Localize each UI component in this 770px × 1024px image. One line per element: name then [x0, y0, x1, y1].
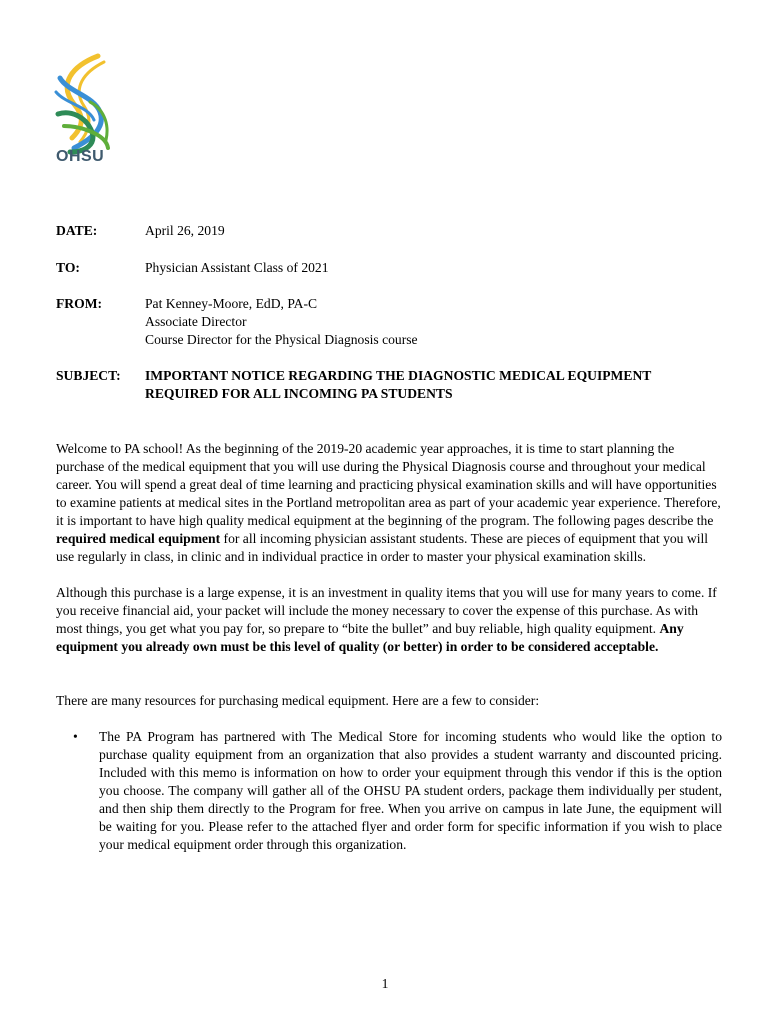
subject-label: SUBJECT:: [56, 368, 121, 383]
paragraph-welcome: [56, 440, 722, 566]
bullet-icon: •: [73, 729, 78, 744]
from-line-name: Pat Kenney-Moore, EdD, PA-C: [145, 296, 318, 311]
date-row: [56, 222, 726, 259]
from-value: [145, 295, 726, 367]
from-label: FROM:: [56, 296, 103, 311]
subject-row: [56, 367, 726, 403]
memo-body: [56, 440, 722, 854]
logo-wordmark: OHSU: [56, 148, 105, 165]
from-line-title: Associate Director: [145, 314, 247, 329]
resource-list: [56, 728, 722, 854]
to-value: Physician Assistant Class of 2021: [145, 260, 329, 275]
list-item: [56, 728, 722, 854]
paragraph-expense-bold: Any equipment you already own must be this level of quality (or better) in order to be considered acceptable.: [56, 621, 684, 654]
subject-value: [145, 367, 726, 403]
from-row: [56, 295, 726, 367]
paragraph-welcome-bold: required medical equipment: [56, 531, 221, 546]
paragraph-expense: [56, 584, 722, 656]
date-value: April 26, 2019: [145, 223, 225, 238]
paragraph-welcome-part-2: for all incoming physician assistant students. These are pieces of equipment that you will use regularly in class, in clinic and in individual practice in order to master your physical examination skills.: [56, 531, 709, 564]
subject-line-2: REQUIRED FOR ALL INCOMING PA STUDENTS: [145, 386, 453, 401]
paragraph-resources: There are many resources for purchasing medical equipment. Here are a few to consider:: [56, 693, 540, 708]
to-row: [56, 259, 726, 295]
memo-header: [56, 222, 726, 403]
paragraph-welcome-part-1: Welcome to PA school! As the beginning of the 2019-20 academic year approaches, it is time to start planning the purchase of the medical equipment that you will use during the Physical Diagnosis course and throughout your medical career. You will spend a great deal of time learning and practicing physical examination skills and will have opportunities to examine patients at medical sites in the Portland metropolitan area as part of your academic year experience. Therefore, it is important to have high quality medical equipment at the beginning of the program. The following pages describe the: [56, 441, 721, 528]
subject-line-1: IMPORTANT NOTICE REGARDING THE DIAGNOSTIC MEDICAL EQUIPMENT: [145, 368, 652, 383]
paragraph-expense-text: Although this purchase is a large expense, it is an investment in quality items that you will use for many years to come. If you receive financial aid, your packet will include the money necessary to cover the expense of this purchase. As with most things, you get what you pay for, so prepare to “bite the bullet” and buy reliable, high quality equipment.: [56, 585, 717, 636]
from-line-role: Course Director for the Physical Diagnosis course: [145, 332, 418, 347]
date-label: DATE:: [56, 223, 98, 238]
bullet-text: The PA Program has partnered with The Medical Store for incoming students who would like the option to purchase quality equipment from an organization that also provides a student warranty and discounted pricing. Included with this memo is information on how to order your equipment through this vendor if this is the option you choose. The company will gather all of the OHSU PA student orders, package them individually per student, and then ship them directly to the Program for free. When you arrive on campus in late June, the equipment will be waiting for you. Please refer to the attached flyer and order form for specific information if you wish to place your medical equipment order through this organization.: [99, 729, 722, 852]
to-label: TO:: [56, 260, 80, 275]
page-number: 1: [381, 976, 389, 991]
